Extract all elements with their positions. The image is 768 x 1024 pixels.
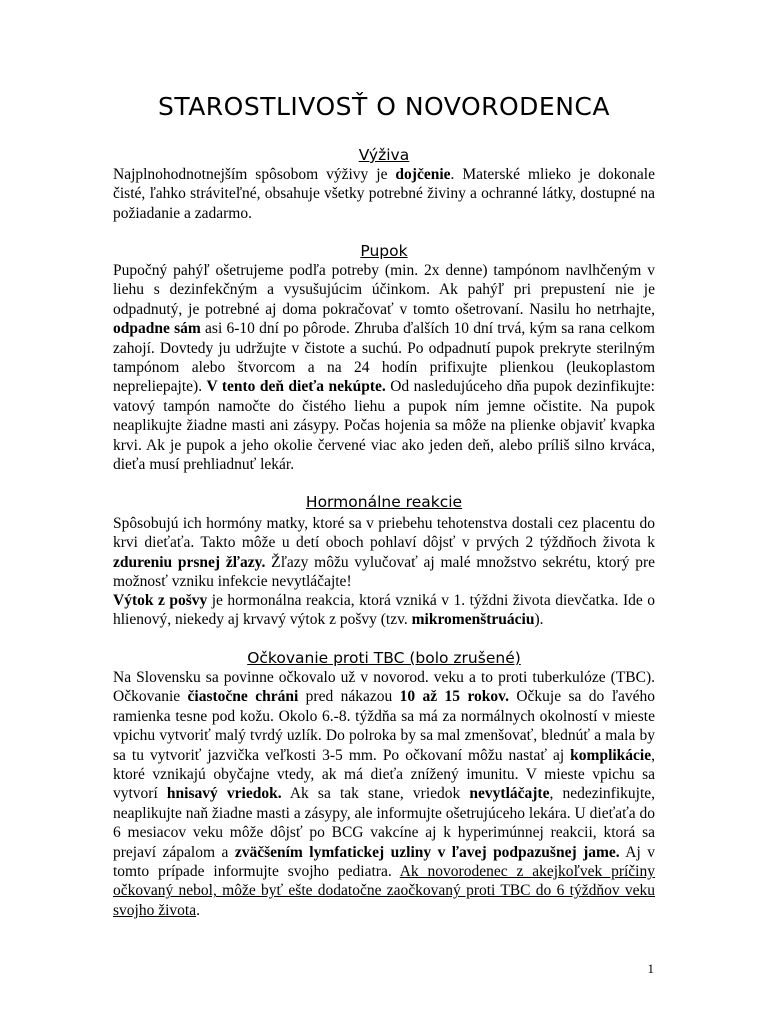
text-run: Aj v tomto prípade informujte svojho pediatra. bbox=[113, 843, 655, 881]
section-heading-pupok: Pupok bbox=[360, 242, 408, 260]
bold-text: zväčšením lymfatickej uzliny v ľavej podpazušnej jame. bbox=[234, 843, 620, 861]
bold-text: V tento deň dieťa nekúpte. bbox=[206, 378, 386, 396]
text-run: Ak sa tak stane, vriedok bbox=[281, 785, 470, 803]
underlined-text: Ak novorodenec z akejkoľvek príčiny očkovaný nebol, môže byť ešte dodatočne zaočkovaný proti TBC do 6 týždňov veku svojho života bbox=[113, 863, 655, 919]
text-run: Očkuje sa do ľavého ramienka tesne pod kožu. Okolo 6.-8. týždňa sa má za normálnych okolností v mieste vpichu vytvoriť malý tvrdý uzlík. Do polroka by sa mal zmenšovať, blednúť a mala by sa tu vytvoriť jazvička veľkosti 3-5 mm. Po očkovaní môžu nastať aj bbox=[113, 688, 656, 764]
section-paragraph bbox=[113, 514, 655, 592]
text-run: , nedezinfikujte, neaplikujte naň žiadne masti a zásypy, ale informujte ošetrujúceho lekára. U dieťaťa do 6 mesiacov veku môže dôjsť po BCG vakcíne aj k hyperimúnnej reakcii, ktorá sa prejaví zápalom a bbox=[113, 785, 656, 861]
section-paragraph bbox=[113, 668, 655, 920]
text-run: asi 6-10 dní po pôrode. Zhruba ďalších 10 dní trvá, kým sa rana celkom zahojí. Dovtedy ju udržujte v čistote a suchú. Po odpadnutí pupok prekryte sterilným tampónom alebo štvorcom a na 24 hodín prifixujte plienkou (leukoplastom nepreliepajte). bbox=[113, 320, 655, 396]
bold-text: nevytláčajte bbox=[469, 785, 550, 803]
page-number: 1 bbox=[647, 961, 654, 976]
text-run: . Materské mlieko je dokonale čisté, ľahko stráviteľné, obsahuje všetky potrebné živiny a ochranné látky, dostupné na požiadanie a zadarmo. bbox=[113, 166, 655, 222]
section-paragraph bbox=[113, 261, 655, 474]
bold-text: 10 až 15 rokov. bbox=[399, 688, 509, 706]
page-title: STAROSTLIVOSŤ O NOVORODENCA bbox=[158, 92, 610, 121]
section-heading-hormonalne-reakcie: Hormonálne reakcie bbox=[305, 493, 463, 511]
bold-text: hnisavý vriedok. bbox=[166, 785, 282, 803]
text-run: ). bbox=[534, 611, 544, 629]
bold-text: dojčenie bbox=[395, 166, 451, 183]
section-heading-ockovanie-tbc: Očkovanie proti TBC (bolo zrušené) bbox=[247, 649, 521, 667]
text-run: pred nákazou bbox=[298, 688, 400, 706]
section-paragraph bbox=[113, 165, 655, 223]
text-run: Žľazy môžu vylučovať aj malé množstvo sekrétu, ktorý pre možnosť vzniku infekcie nevytláčajte! bbox=[113, 553, 656, 591]
text-run: je hormonálna reakcia, ktorá vzniká v 1. týždni života dievčatka. Ide o hlienový, niekedy aj krvavý výtok z pošvy (tzv. bbox=[113, 592, 655, 629]
text-run: Od nasledujúceho dňa pupok dezinfikujte: vatový tampón namočte do čistého liehu a pupok ním jemne očistite. Na pupok neaplikujte žiadne masti ani zásypy. Počas hojenia sa môže na plienke objaviť kvapka krvi. Ak je pupok a jeho okolie červené viac ako jeden deň, alebo príliš silno krváca, dieťa musí prehliadnuť lekár. bbox=[113, 378, 655, 474]
bold-text: čiastočne chráni bbox=[187, 688, 299, 706]
text-run: , ktoré vznikajú obyčajne vtedy, ak má dieťa znížený imunitu. V mieste vpichu sa vytvorí bbox=[113, 746, 655, 803]
bold-text: mikromenštruáciu bbox=[411, 611, 535, 629]
bold-text: zdureniu prsnej žľazy. bbox=[113, 553, 266, 571]
text-run: Pupočný pahýľ ošetrujeme podľa potreby (min. 2x denne) tampónom navlhčeným v liehu s dezinfekčným a vysušujúcim účinkom. Ak pahýľ pri prepustení nie je odpadnutý, je potrebné aj doma pokračovať v tomto ošetrovaní. Nasilu ho netrhajte, bbox=[113, 262, 655, 318]
bold-text: Výtok z pošvy bbox=[113, 592, 208, 609]
section-heading-vyziva: Výživa bbox=[358, 146, 410, 164]
bold-text: komplikácie bbox=[570, 746, 652, 764]
text-run: . bbox=[196, 901, 200, 919]
text-run: Najplnohodnotnejším spôsobom výživy je bbox=[113, 166, 396, 183]
bold-text: odpadne sám bbox=[113, 320, 201, 338]
text-run: Na Slovensku sa povinne očkovalo už v novorod. veku a to proti tuberkulóze (TBC). Očkovanie bbox=[113, 669, 655, 706]
text-run: Spôsobujú ich hormóny matky, ktoré sa v priebehu tehotenstva dostali cez placentu do krvi dieťaťa. Takto môže u detí oboch pohlaví dôjsť v prvých 2 týždňoch života k bbox=[113, 515, 655, 552]
section-paragraph bbox=[113, 591, 655, 630]
